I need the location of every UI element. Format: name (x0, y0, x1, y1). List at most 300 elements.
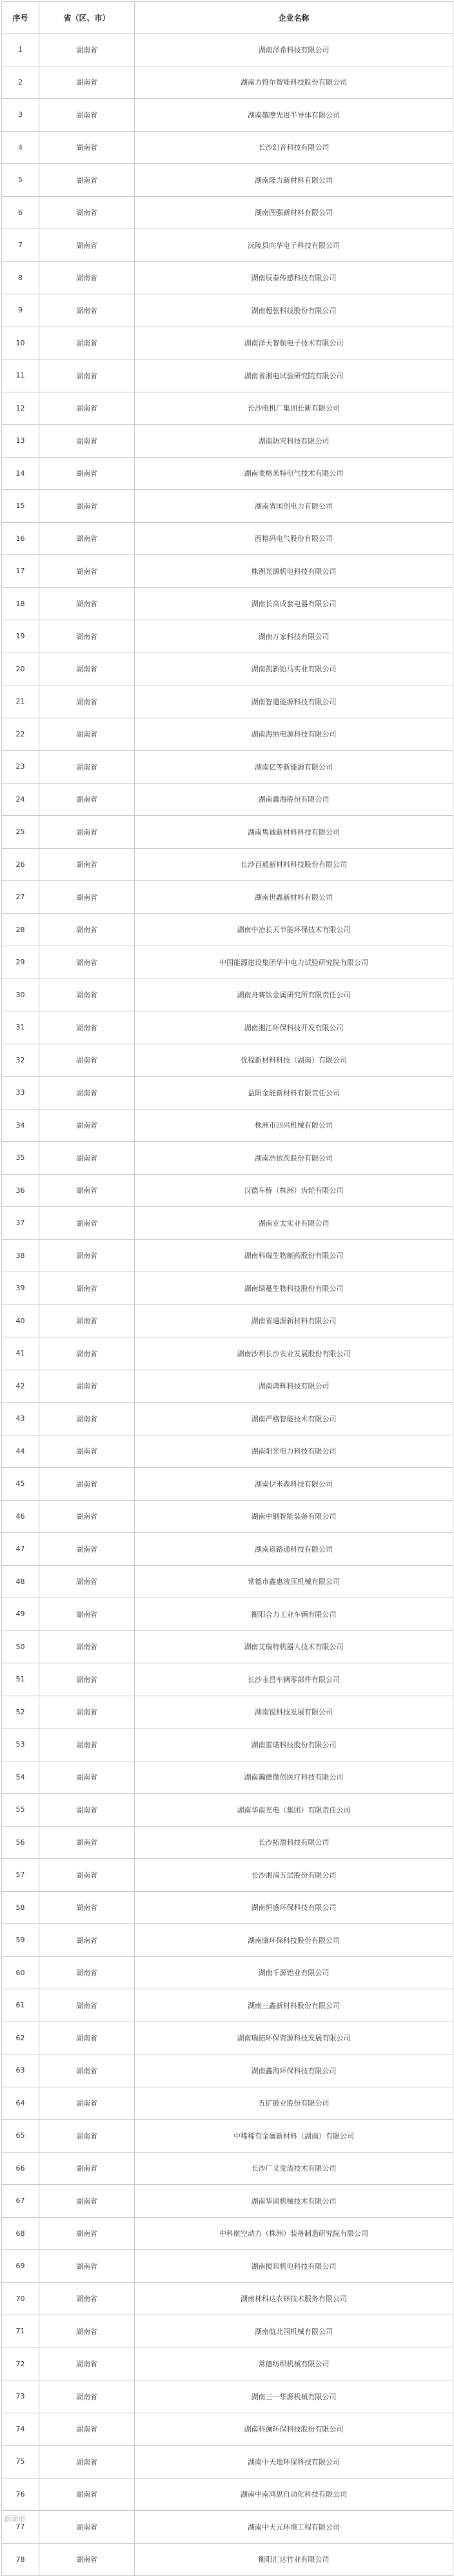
row-index: 15 (2, 490, 39, 523)
row-company: 中科航空动力（株洲）装备制造研究院有限公司 (135, 2217, 453, 2250)
table-row (2, 34, 453, 66)
row-index: 29 (2, 946, 39, 979)
row-index: 41 (2, 1337, 39, 1370)
row-company: 湖南防灾科技有限公司 (135, 425, 453, 458)
table-row (2, 751, 453, 784)
row-province: 湖南省 (39, 99, 135, 132)
table-row (2, 1370, 453, 1403)
row-company: 湖南辰泰传感科技有限公司 (135, 261, 453, 294)
row-company: 西格码电气股份有限公司 (135, 522, 453, 555)
row-index: 3 (2, 99, 39, 132)
table-row (2, 913, 453, 946)
table-row (2, 1142, 453, 1175)
row-company: 湖南海纳电源科技有限公司 (135, 718, 453, 751)
row-company: 湖南绿蔓生物科技股份有限公司 (135, 1272, 453, 1305)
table-row (2, 457, 453, 490)
row-index: 64 (2, 2087, 39, 2120)
row-index: 17 (2, 555, 39, 588)
table-row (2, 2022, 453, 2054)
row-company: 中国能源建设集团华中电力试验研究院有限公司 (135, 946, 453, 979)
row-province: 湖南省 (39, 555, 135, 588)
row-province: 湖南省 (39, 1207, 135, 1240)
row-company: 常德市鑫惠液压机械有限公司 (135, 1565, 453, 1598)
row-province: 湖南省 (39, 1142, 135, 1175)
table-row (2, 131, 453, 164)
table-row (2, 881, 453, 914)
table-row (2, 783, 453, 816)
table-row (2, 1663, 453, 1696)
row-province: 湖南省 (39, 1370, 135, 1403)
row-company: 长沙百通新材料科技股份有限公司 (135, 848, 453, 881)
row-company: 湖南麦格米特电气技术有限公司 (135, 457, 453, 490)
row-company: 湖南林科达农林技术服务有限公司 (135, 2282, 453, 2315)
table-row (2, 1207, 453, 1240)
row-province: 湖南省 (39, 848, 135, 881)
row-province: 湖南省 (39, 2152, 135, 2185)
row-company: 湖南中冶长天节能环保技术有限公司 (135, 913, 453, 946)
row-province: 湖南省 (39, 1859, 135, 1892)
table-row (2, 816, 453, 849)
row-company: 湖南隆力新材料有限公司 (135, 164, 453, 197)
row-index: 66 (2, 2152, 39, 2185)
table-row (2, 2250, 453, 2283)
row-company: 湖南中钢智能装备有限公司 (135, 1500, 453, 1533)
row-index: 19 (2, 620, 39, 653)
row-company: 湖南严格智能技术有限公司 (135, 1403, 453, 1435)
row-province: 湖南省 (39, 425, 135, 458)
table-row (2, 1696, 453, 1729)
row-company: 湖南沙利长沙农业发展股份有限公司 (135, 1337, 453, 1370)
row-company: 湖南泽希科技有限公司 (135, 34, 453, 66)
row-province: 湖南省 (39, 2120, 135, 2153)
row-index: 73 (2, 2380, 39, 2413)
row-province: 湖南省 (39, 2413, 135, 2446)
row-company: 湖南中天地环保科技有限公司 (135, 2446, 453, 2479)
table-row (2, 66, 453, 99)
row-company: 沅陵县向华电子科技有限公司 (135, 229, 453, 262)
table-row (2, 1468, 453, 1501)
row-company: 湖南雷诺科技股份有限公司 (135, 1729, 453, 1761)
row-index: 16 (2, 522, 39, 555)
row-province: 湖南省 (39, 1630, 135, 1663)
row-company: 株洲市四兴机械有限公司 (135, 1109, 453, 1142)
row-company: 湖南瀚德微创医疗科技有限公司 (135, 1761, 453, 1794)
row-company: 湖南千源铝业有限公司 (135, 1956, 453, 1989)
row-index: 1 (2, 34, 39, 66)
row-company: 湖南浩依茨股份有限公司 (135, 1142, 453, 1175)
row-company: 湖南隽诚新材料科技有限公司 (135, 816, 453, 849)
table-row (2, 2511, 453, 2544)
row-index: 2 (2, 66, 39, 99)
table-row (2, 1109, 453, 1142)
table-row (2, 2478, 453, 2511)
row-province: 湖南省 (39, 1403, 135, 1435)
table-row (2, 360, 453, 392)
table-row (2, 2543, 453, 2576)
row-province: 湖南省 (39, 2087, 135, 2120)
row-index: 4 (2, 131, 39, 164)
table-row (2, 164, 453, 197)
row-province: 湖南省 (39, 1598, 135, 1631)
row-company: 湖南阳光电力科技有限公司 (135, 1435, 453, 1468)
row-index: 10 (2, 327, 39, 360)
row-company: 湖南力得尔智能科技股份有限公司 (135, 66, 453, 99)
row-index: 7 (2, 229, 39, 262)
row-index: 32 (2, 1044, 39, 1077)
row-company: 长沙广义变流技术有限公司 (135, 2152, 453, 2185)
row-company: 湖南超弦科技股份有限公司 (135, 294, 453, 327)
row-province: 湖南省 (39, 2217, 135, 2250)
row-province: 湖南省 (39, 1044, 135, 1077)
row-company: 湖南艾瑞特机器人技术有限公司 (135, 1630, 453, 1663)
row-company: 湖南省湘电试验研究院有限公司 (135, 360, 453, 392)
row-company: 湖南恒盛环保科技有限公司 (135, 1891, 453, 1924)
table-row (2, 1337, 453, 1370)
table-row (2, 2315, 453, 2348)
row-index: 47 (2, 1533, 39, 1566)
row-company: 衡阳合力工业车辆有限公司 (135, 1598, 453, 1631)
row-province: 湖南省 (39, 229, 135, 262)
table-row (2, 261, 453, 294)
table-row (2, 587, 453, 620)
row-index: 35 (2, 1142, 39, 1175)
row-company: 湖南科瑞生物制药股份有限公司 (135, 1239, 453, 1272)
table-body (2, 34, 453, 2576)
row-province: 湖南省 (39, 1500, 135, 1533)
row-index: 38 (2, 1239, 39, 1272)
table-row (2, 1403, 453, 1435)
row-province: 湖南省 (39, 2511, 135, 2544)
row-province: 湖南省 (39, 1956, 135, 1989)
row-province: 湖南省 (39, 816, 135, 849)
table-row (2, 2380, 453, 2413)
row-index: 26 (2, 848, 39, 881)
enterprise-table (1, 1, 453, 2576)
row-index: 9 (2, 294, 39, 327)
table-row (2, 490, 453, 523)
header-province: 省（区、市） (39, 2, 135, 34)
row-province: 湖南省 (39, 1565, 135, 1598)
row-company: 湖南鸿辉科技有限公司 (135, 1370, 453, 1403)
row-province: 湖南省 (39, 1174, 135, 1207)
row-province: 湖南省 (39, 620, 135, 653)
row-province: 湖南省 (39, 2380, 135, 2413)
row-company: 长沙湘浦五层股份有限公司 (135, 1859, 453, 1892)
row-index: 25 (2, 816, 39, 849)
table-row (2, 1077, 453, 1110)
row-company: 湖南华固机械技术有限公司 (135, 2185, 453, 2218)
row-index: 72 (2, 2348, 39, 2380)
row-province: 湖南省 (39, 294, 135, 327)
table-row (2, 2282, 453, 2315)
row-company: 优程新材料科技（湖南）有限公司 (135, 1044, 453, 1077)
table-row (2, 1239, 453, 1272)
row-province: 湖南省 (39, 1239, 135, 1272)
row-company: 湖南航北园机械有限公司 (135, 2315, 453, 2348)
table-header-row (2, 2, 453, 34)
row-province: 湖南省 (39, 2282, 135, 2315)
row-index: 18 (2, 587, 39, 620)
row-index: 21 (2, 685, 39, 718)
row-company: 株洲光源机电科技有限公司 (135, 555, 453, 588)
row-company: 湖南凯新铂马实业有限公司 (135, 653, 453, 685)
row-company: 湖南世鑫新材料有限公司 (135, 881, 453, 914)
table-row (2, 2120, 453, 2153)
table-row (2, 327, 453, 360)
table-row (2, 1435, 453, 1468)
table-row (2, 1565, 453, 1598)
row-province: 湖南省 (39, 2022, 135, 2054)
row-company: 湖南舟赛钛金属研究所有限责任公司 (135, 979, 453, 1011)
row-index: 58 (2, 1891, 39, 1924)
table-row (2, 1304, 453, 1337)
row-company: 长沙电机厂集团长新有限公司 (135, 392, 453, 425)
row-index: 56 (2, 1826, 39, 1859)
table-row (2, 229, 453, 262)
row-index: 60 (2, 1956, 39, 1989)
row-index: 70 (2, 2282, 39, 2315)
row-province: 湖南省 (39, 327, 135, 360)
header-company: 企业名称 (135, 2, 453, 34)
row-company: 湖南智道能源科技有限公司 (135, 685, 453, 718)
header-index: 序号 (2, 2, 39, 34)
table-row (2, 620, 453, 653)
row-province: 湖南省 (39, 1826, 135, 1859)
row-company: 湖南亿等新能源有限公司 (135, 751, 453, 784)
row-province: 湖南省 (39, 2185, 135, 2218)
row-province: 湖南省 (39, 979, 135, 1011)
row-province: 湖南省 (39, 164, 135, 197)
table-row (2, 2446, 453, 2479)
table-row (2, 294, 453, 327)
row-company: 湖南中天元环境工程有限公司 (135, 2511, 453, 2544)
row-index: 69 (2, 2250, 39, 2283)
row-province: 湖南省 (39, 2315, 135, 2348)
row-index: 78 (2, 2543, 39, 2576)
table-row (2, 848, 453, 881)
row-province: 湖南省 (39, 2348, 135, 2380)
row-company: 长沙幻音科技有限公司 (135, 131, 453, 164)
row-company: 湖南湘江环保科技开发有限公司 (135, 1011, 453, 1044)
row-province: 湖南省 (39, 66, 135, 99)
row-index: 57 (2, 1859, 39, 1892)
row-index: 22 (2, 718, 39, 751)
row-index: 74 (2, 2413, 39, 2446)
row-province: 湖南省 (39, 1696, 135, 1729)
table-row (2, 2054, 453, 2087)
row-index: 23 (2, 751, 39, 784)
row-province: 湖南省 (39, 131, 135, 164)
row-province: 湖南省 (39, 1272, 135, 1305)
row-index: 13 (2, 425, 39, 458)
table-row (2, 1044, 453, 1077)
table-row (2, 979, 453, 1011)
table-row (2, 2152, 453, 2185)
row-index: 39 (2, 1272, 39, 1305)
table-row (2, 1826, 453, 1859)
row-company: 湖南三一华源机械有限公司 (135, 2380, 453, 2413)
row-province: 湖南省 (39, 2446, 135, 2479)
row-province: 湖南省 (39, 751, 135, 784)
table-row (2, 685, 453, 718)
watermark-logo: 新湖南 (4, 2515, 25, 2523)
table-row (2, 946, 453, 979)
table-row (2, 1598, 453, 1631)
row-province: 湖南省 (39, 34, 135, 66)
row-province: 湖南省 (39, 718, 135, 751)
row-index: 40 (2, 1304, 39, 1337)
row-province: 湖南省 (39, 1924, 135, 1957)
row-index: 5 (2, 164, 39, 197)
row-company: 湖南锐科技发展有限公司 (135, 1696, 453, 1729)
table-row (2, 1891, 453, 1924)
row-province: 湖南省 (39, 913, 135, 946)
row-company: 湖南鑫海环保科技有限公司 (135, 2054, 453, 2087)
row-province: 湖南省 (39, 2054, 135, 2087)
row-index: 76 (2, 2478, 39, 2511)
table-row (2, 2413, 453, 2446)
row-province: 湖南省 (39, 1468, 135, 1501)
row-province: 湖南省 (39, 1989, 135, 2022)
row-company: 湖南鑫海股份有限公司 (135, 783, 453, 816)
row-province: 湖南省 (39, 1337, 135, 1370)
row-index: 20 (2, 653, 39, 685)
row-province: 湖南省 (39, 881, 135, 914)
row-index: 42 (2, 1370, 39, 1403)
row-index: 8 (2, 261, 39, 294)
row-province: 湖南省 (39, 1109, 135, 1142)
row-index: 34 (2, 1109, 39, 1142)
row-index: 45 (2, 1468, 39, 1501)
row-index: 68 (2, 2217, 39, 2250)
row-province: 湖南省 (39, 685, 135, 718)
row-province: 湖南省 (39, 1729, 135, 1761)
table-row (2, 1989, 453, 2022)
row-index: 63 (2, 2054, 39, 2087)
row-company: 湖南长高成套电器有限公司 (135, 587, 453, 620)
row-company: 湖南越摩先进半导体有限公司 (135, 99, 453, 132)
row-index: 67 (2, 2185, 39, 2218)
table-row (2, 1924, 453, 1957)
row-company: 湖南图强新材料有限公司 (135, 196, 453, 229)
row-index: 71 (2, 2315, 39, 2348)
row-company: 湖南瑞拓环保资源科技发展有限公司 (135, 2022, 453, 2054)
row-company: 湖南康环保科技股份有限公司 (135, 1924, 453, 1957)
table-row (2, 2348, 453, 2380)
row-province: 湖南省 (39, 490, 135, 523)
row-index: 75 (2, 2446, 39, 2479)
row-index: 43 (2, 1403, 39, 1435)
row-index: 36 (2, 1174, 39, 1207)
row-index: 37 (2, 1207, 39, 1240)
row-company: 湖南泽天智航电子技术有限公司 (135, 327, 453, 360)
row-province: 湖南省 (39, 653, 135, 685)
row-index: 6 (2, 196, 39, 229)
row-company: 长沙永昌车辆零部件有限公司 (135, 1663, 453, 1696)
row-index: 49 (2, 1598, 39, 1631)
row-index: 54 (2, 1761, 39, 1794)
row-province: 湖南省 (39, 360, 135, 392)
row-index: 27 (2, 881, 39, 914)
row-index: 44 (2, 1435, 39, 1468)
row-province: 湖南省 (39, 392, 135, 425)
row-company: 湖南道路通科技有限公司 (135, 1533, 453, 1566)
row-company: 湖南万家科技有限公司 (135, 620, 453, 653)
row-index: 55 (2, 1794, 39, 1827)
table-row (2, 653, 453, 685)
row-company: 湖南中南鸿思自动化科技有限公司 (135, 2478, 453, 2511)
row-province: 湖南省 (39, 457, 135, 490)
table-row (2, 1174, 453, 1207)
row-index: 61 (2, 1989, 39, 2022)
row-index: 50 (2, 1630, 39, 1663)
row-province: 湖南省 (39, 2543, 135, 2576)
row-company: 汉德车桥（株洲）齿轮有限公司 (135, 1174, 453, 1207)
row-province: 湖南省 (39, 2478, 135, 2511)
row-company: 中稀稀有金属新材料（湖南）有限公司 (135, 2120, 453, 2153)
row-province: 湖南省 (39, 783, 135, 816)
table-row (2, 2185, 453, 2218)
row-province: 湖南省 (39, 1794, 135, 1827)
table-row (2, 555, 453, 588)
table-row (2, 1956, 453, 1989)
row-index: 31 (2, 1011, 39, 1044)
table-row (2, 425, 453, 458)
row-company: 常德纺织机械有限公司 (135, 2348, 453, 2380)
row-company: 长沙拓盈科技有限公司 (135, 1826, 453, 1859)
row-index: 14 (2, 457, 39, 490)
table-row (2, 392, 453, 425)
row-index: 46 (2, 1500, 39, 1533)
row-company: 衡阳汇达竹业有限公司 (135, 2543, 453, 2576)
row-province: 湖南省 (39, 1663, 135, 1696)
row-index: 62 (2, 2022, 39, 2054)
table-row (2, 1859, 453, 1892)
row-province: 湖南省 (39, 2250, 135, 2283)
table-row (2, 522, 453, 555)
row-company: 湖南省通源新材料有限公司 (135, 1304, 453, 1337)
row-index: 65 (2, 2120, 39, 2153)
row-index: 53 (2, 1729, 39, 1761)
table-row (2, 1011, 453, 1044)
row-index: 28 (2, 913, 39, 946)
row-province: 湖南省 (39, 522, 135, 555)
table-row (2, 1533, 453, 1566)
row-company: 湖南伊米森科技有限公司 (135, 1468, 453, 1501)
table-row (2, 99, 453, 132)
row-index: 33 (2, 1077, 39, 1110)
row-province: 湖南省 (39, 1533, 135, 1566)
row-index: 59 (2, 1924, 39, 1957)
row-province: 湖南省 (39, 1011, 135, 1044)
row-province: 湖南省 (39, 1435, 135, 1468)
row-province: 湖南省 (39, 1304, 135, 1337)
row-index: 24 (2, 783, 39, 816)
row-company: 益阳金能新材料有限责任公司 (135, 1077, 453, 1110)
table-row (2, 196, 453, 229)
table-row (2, 1794, 453, 1827)
row-company: 湖南科澜环保科技股份有限公司 (135, 2413, 453, 2446)
row-company: 湖南省国创电力有限公司 (135, 490, 453, 523)
row-company: 湖南三鑫新材料股份有限公司 (135, 1989, 453, 2022)
row-province: 湖南省 (39, 1077, 135, 1110)
table-row (2, 1761, 453, 1794)
row-province: 湖南省 (39, 1891, 135, 1924)
row-index: 51 (2, 1663, 39, 1696)
table-row (2, 1630, 453, 1663)
row-province: 湖南省 (39, 1761, 135, 1794)
row-province: 湖南省 (39, 946, 135, 979)
